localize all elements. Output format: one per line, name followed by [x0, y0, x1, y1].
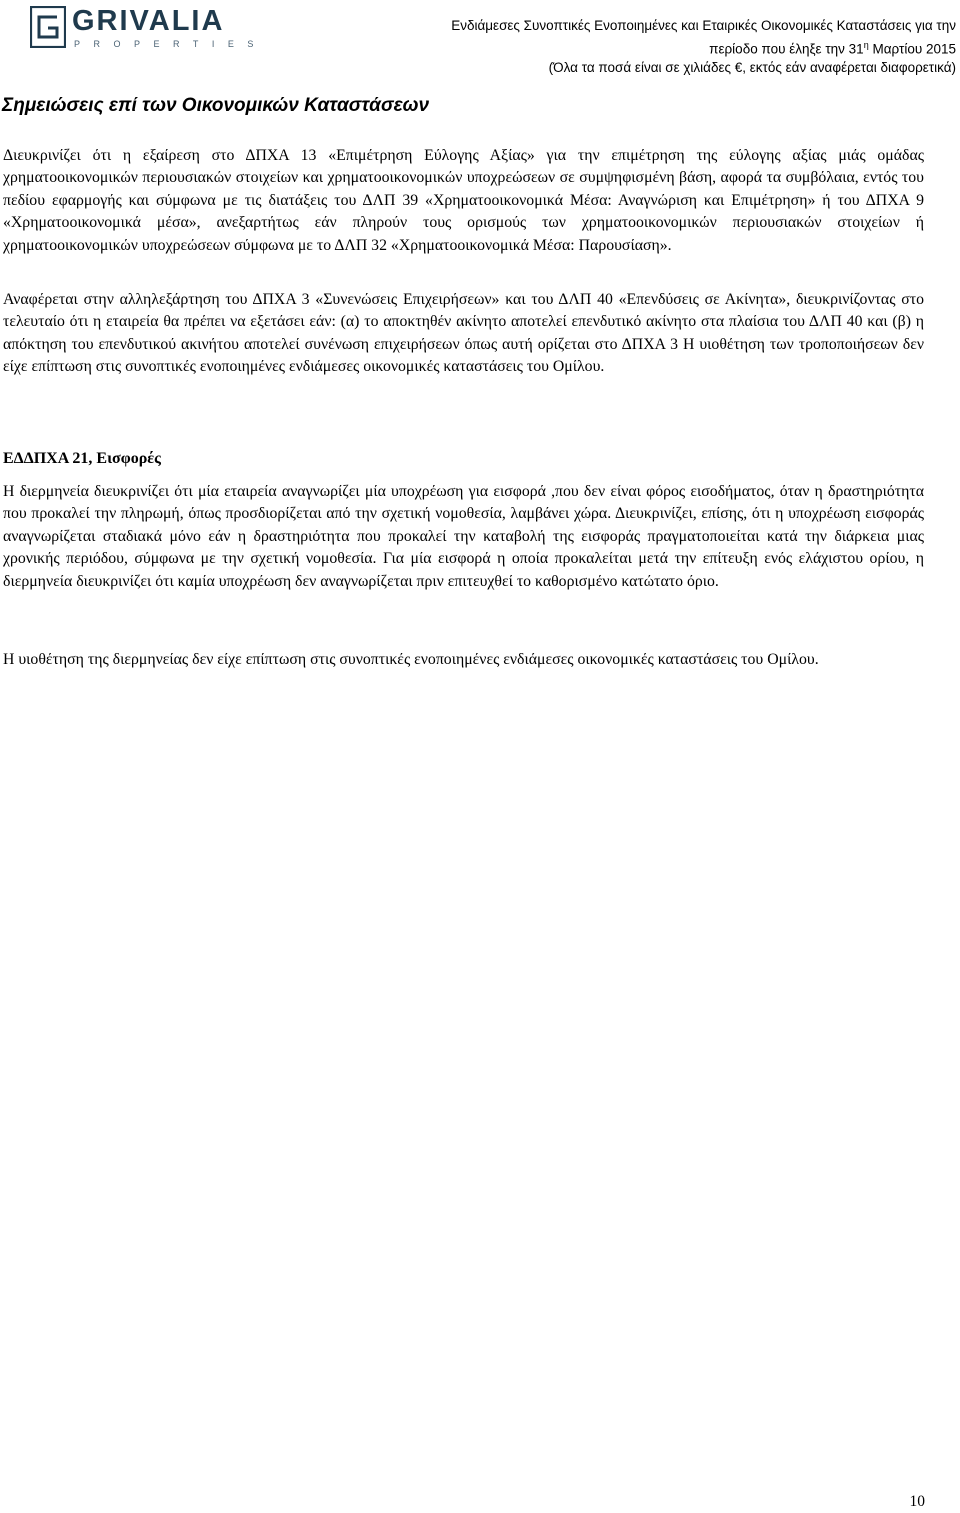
logo-mark-icon — [30, 6, 66, 48]
header-line-3: (Όλα τα ποσά είναι σε χιλιάδες €, εκτός εάν αναφέρεται διαφορετικά) — [548, 59, 956, 75]
section-title: Σημειώσεις επί των Οικονομικών Καταστάσεων — [2, 95, 430, 116]
logo-subtext: PROPERTIES — [74, 39, 267, 49]
logo-wordmark: GRIVALIA — [72, 5, 225, 37]
paragraph-adoption: Η υιοθέτηση της διερμηνείας δεν είχε επίπτωση στις συνοπτικές ενοποιημένες ενδιάμεσες οικονομικές καταστάσεις του Ομίλου. — [3, 651, 819, 668]
page-header — [0, 0, 960, 80]
subheading-ifric21: ΕΔΔΠΧΑ 21, Εισφορές — [3, 450, 161, 467]
header-line-1: Ενδιάμεσες Συνοπτικές Ενοποιημένες και Εταιρικές Οικονομικές Καταστάσεις για την — [451, 18, 956, 33]
report-header-text — [451, 17, 956, 77]
paragraph-ifrs13: Διευκρινίζει ότι η εξαίρεση στο ΔΠΧΑ 13 «Επιμέτρηση Εύλογης Αξίας» για την επιμέτρηση της εύλογης αξίας μιάς ομάδας χρηματοοικονομικών περιουσιακών στοιχείων και χρηματοοικονομικών υποχρεώσεων σε συμψηφισμένη βάση, αφορά τα συμβόλαια, εντός του πεδίου εφαρμογής και σύμφωνα με τις διατάξεις του ΔΛΠ 39 «Χρηματοοικονομικά Μέσα: Αναγνώριση και Επιμέτρηση» ή του ΔΠΧΑ 9 «Χρηματοοικονομικά μέσα», ανεξαρτήτως εάν πληρούν τους ορισμούς των χρηματοοικονομικών περιουσιακών στοιχείων ή χρηματοοικονομικών υποχρεώσεων σύμφωνα με το ΔΛΠ 32 «Χρηματοοικονομικά Μέσα: Παρουσίαση». — [3, 147, 924, 254]
company-logo — [30, 5, 267, 50]
paragraph-ifrs3-ias40: Αναφέρεται στην αλληλεξάρτηση του ΔΠΧΑ 3 «Συνενώσεις Επιχειρήσεων» και του ΔΛΠ 40 «Επενδύσεις σε Ακίνητα», διευκρινίζοντας στο τελευταίο ότι η εταιρεία θα πρέπει να εξετάσει εάν: (α) το αποκτηθέν ακίνητο αποτελεί επενδυτικό ακίνητο στα πλαίσια του ΔΛΠ 40 και (β) η απόκτηση του επενδυτικού ακινήτου αποτελεί συνένωση επιχειρήσεων όπως αυτή ορίζεται στο ΔΠΧΑ 3 Η υιοθέτηση των τροποποιήσεων δεν είχε επίπτωση στις συνοπτικές ενοποιημένες ενδιάμεσες οικονομικές καταστάσεις του Ομίλου. — [3, 291, 924, 376]
paragraph-ifric21: Η διερμηνεία διευκρινίζει ότι μία εταιρεία αναγνωρίζει μία υποχρέωση για εισφορά ,που δεν είναι φόρος εισοδήματος, όταν η δραστηριότητα που προκαλεί την πληρωμή, όπως προσδιορίζεται από την σχετική νομοθεσία, λαμβάνει χώρα. Διευκρινίζει, επίσης, ότι η υποχρέωση εισφοράς αναγνωρίζεται σταδιακά μόνο εάν η δραστηριότητα που προκαλεί την καταβολή της εισφοράς πραγματοποιείται κατά την διάρκεια μιας χρονικής περιόδου, σύμφωνα με την σχετική νομοθεσία. Για μία εισφορά η οποία προκαλείται μετά την επίτευξη ενός ελάχιστου ορίου, η διερμηνεία διευκρινίζει ότι καμία υποχρέωση δεν αναγνωρίζεται πριν επιτευχθεί το καθορισμένο κατώτατο όριο. — [3, 483, 924, 590]
header-line-2: περίοδο που έληξε την $31^\eta$ Μαρτίου 2015 — [709, 39, 956, 56]
page-number: 10 — [909, 1493, 925, 1510]
